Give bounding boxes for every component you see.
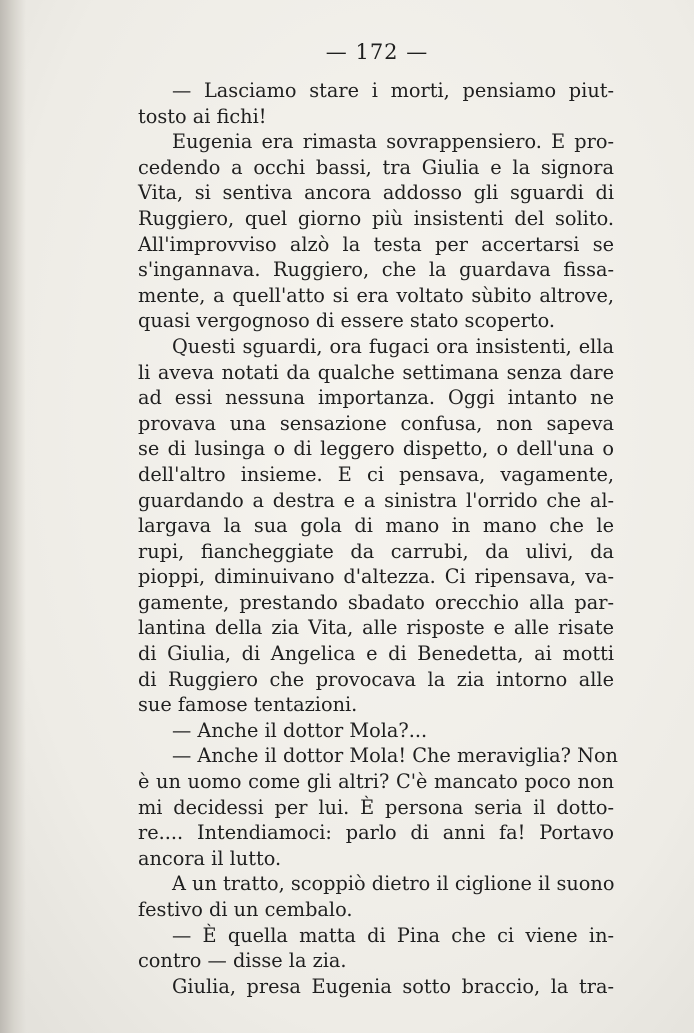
text-line: Ruggiero, quel giorno più insistenti del solito. xyxy=(138,206,614,230)
text-line: lantina della zia Vita, alle risposte e alle risate xyxy=(138,616,614,640)
text-line: Questi sguardi, ora fugaci ora insistenti, ella xyxy=(172,334,614,358)
text-line: A un tratto, scoppiò dietro il ciglione il suono xyxy=(172,872,615,896)
text-line: di Ruggiero che provocava la zia intorno alle xyxy=(138,667,614,691)
text-line: — È quella matta di Pina che ci viene in- xyxy=(172,923,614,947)
page-number-header: — 172 — xyxy=(325,40,429,64)
text-line: è un uomo come gli altri? C'è mancato poco non xyxy=(138,770,614,794)
page-spine-shadow xyxy=(0,0,26,1033)
text-line: re.... Intendiamoci: parlo di anni fa! Portavo xyxy=(138,821,614,845)
text-line: tosto ai fichi! xyxy=(138,104,267,128)
text-line: rupi, fiancheggiate da carrubi, da ulivi, da xyxy=(138,539,614,563)
text-line: se di lusinga o di leggero dispetto, o dell'una o xyxy=(138,437,614,461)
text-line: guardando a destra e a sinistra l'orrido che al- xyxy=(138,488,614,512)
text-line: — Lasciamo stare i morti, pensiamo piut- xyxy=(172,79,614,102)
text-line: — Anche il dottor Mola?... xyxy=(172,718,428,742)
text-line: quasi vergognoso di essere stato scoperto. xyxy=(138,309,555,333)
text-line: All'improvviso alzò la testa per accertarsi se xyxy=(138,232,614,256)
text-line: Vita, si sentiva ancora addosso gli sguardi di xyxy=(138,181,614,205)
text-line: — Anche il dottor Mola! Che meraviglia? Non xyxy=(172,744,618,768)
body-text xyxy=(138,78,618,999)
text-line: largava la sua gola di mano in mano che le xyxy=(138,514,614,538)
text-line: dell'altro insieme. E ci pensava, vagamente, xyxy=(138,462,614,486)
text-line: provava una sensazione confusa, non sapeva xyxy=(138,411,614,435)
text-line: di Giulia, di Angelica e di Benedetta, ai motti xyxy=(138,642,614,666)
text-line: pioppi, diminuivano d'altezza. Ci ripensava, va- xyxy=(138,565,614,589)
text-line: ad essi nessuna importanza. Oggi intanto ne xyxy=(138,386,614,410)
text-line: sue famose tentazioni. xyxy=(138,693,358,717)
text-line: li aveva notati da qualche settimana senza dare xyxy=(138,360,614,384)
text-line: festivo di un cembalo. xyxy=(138,898,353,921)
text-line: ancora il lutto. xyxy=(138,846,282,870)
text-line: mente, a quell'atto si era voltato sùbito altrove, xyxy=(138,283,614,307)
text-line: cedendo a occhi bassi, tra Giulia e la signora xyxy=(138,155,614,179)
text-line: s'ingannava. Ruggiero, che la guardava fissa- xyxy=(138,258,614,282)
text-line: gamente, prestando sbadato orecchio alla par- xyxy=(138,590,614,614)
text-line: contro — disse la zia. xyxy=(138,949,347,973)
text-line: Giulia, presa Eugenia sotto braccio, la tra- xyxy=(172,974,614,998)
text-line: Eugenia era rimasta sovrappensiero. E pro- xyxy=(172,130,614,154)
text-line: mi decidessi per lui. È persona seria il dotto- xyxy=(138,795,614,819)
